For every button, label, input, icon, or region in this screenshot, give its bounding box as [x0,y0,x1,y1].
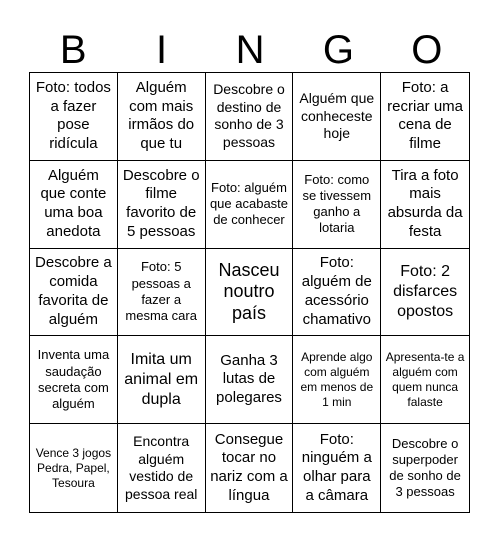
bingo-header [29,26,471,72]
bingo-cell[interactable]: Foto: alguém que acabaste de conhecer [206,161,294,249]
bingo-cell[interactable]: Foto: alguém de acessório chamativo [293,249,381,337]
bingo-cell[interactable]: Aprende algo com alguém em menos de 1 min [293,336,381,424]
bingo-cell[interactable]: Descobre o filme favorito de 5 pessoas [118,161,206,249]
bingo-cell[interactable]: Foto: 5 pessoas a fazer a mesma cara [118,249,206,337]
bingo-cell[interactable]: Descobre o superpoder de sonho de 3 pessoas [389,435,461,500]
bingo-cell[interactable]: Vence 3 jogos Pedra, Papel, Tesoura [30,424,118,512]
bingo-cell[interactable]: Alguém que conheceste hoje [293,73,381,161]
bingo-cell[interactable]: Foto: como se tivessem ganho a lotaria [293,161,381,249]
bingo-cell[interactable]: Consegue tocar no nariz com a língua [206,424,294,512]
bingo-cell[interactable]: Ganha 3 lutas de polegares [206,336,294,424]
bingo-cell[interactable]: Descobre o destino de sonho de 3 pessoas [206,73,294,161]
header-letter-i: I [156,28,168,72]
bingo-cell[interactable]: Alguém com mais irmãos do que tu [118,73,206,161]
bingo-cell[interactable]: Foto: 2 disfarces opostos [381,249,469,337]
header-letter-o: O [411,28,443,72]
header-letter-g: G [322,28,354,72]
bingo-cell[interactable]: Nasceu noutro país [206,249,294,337]
bingo-cell[interactable]: Apresenta-te a alguém com quem nunca falaste [381,336,469,424]
bingo-grid [29,72,470,513]
bingo-cell[interactable]: Descobre a comida favorita de alguém [30,249,118,337]
bingo-cell[interactable]: Foto: todos a fazer pose ridícula [30,73,118,161]
bingo-cell[interactable]: Encontra alguém vestido de pessoa real [118,424,206,512]
header-letter-n: N [235,28,265,72]
bingo-cell[interactable]: Inventa uma saudação secreta com alguém [30,336,118,424]
header-letter-b: B [59,28,87,72]
bingo-cell[interactable]: Foto: a recriar uma cena de filme [381,73,469,161]
bingo-cell[interactable]: Imita um animal em dupla [118,336,206,424]
bingo-cell[interactable]: Foto: ninguém a olhar para a câmara [293,424,381,512]
bingo-cell[interactable]: Alguém que conte uma boa anedota [30,161,118,249]
bingo-cell[interactable]: Tira a foto mais absurda da festa [381,161,469,249]
